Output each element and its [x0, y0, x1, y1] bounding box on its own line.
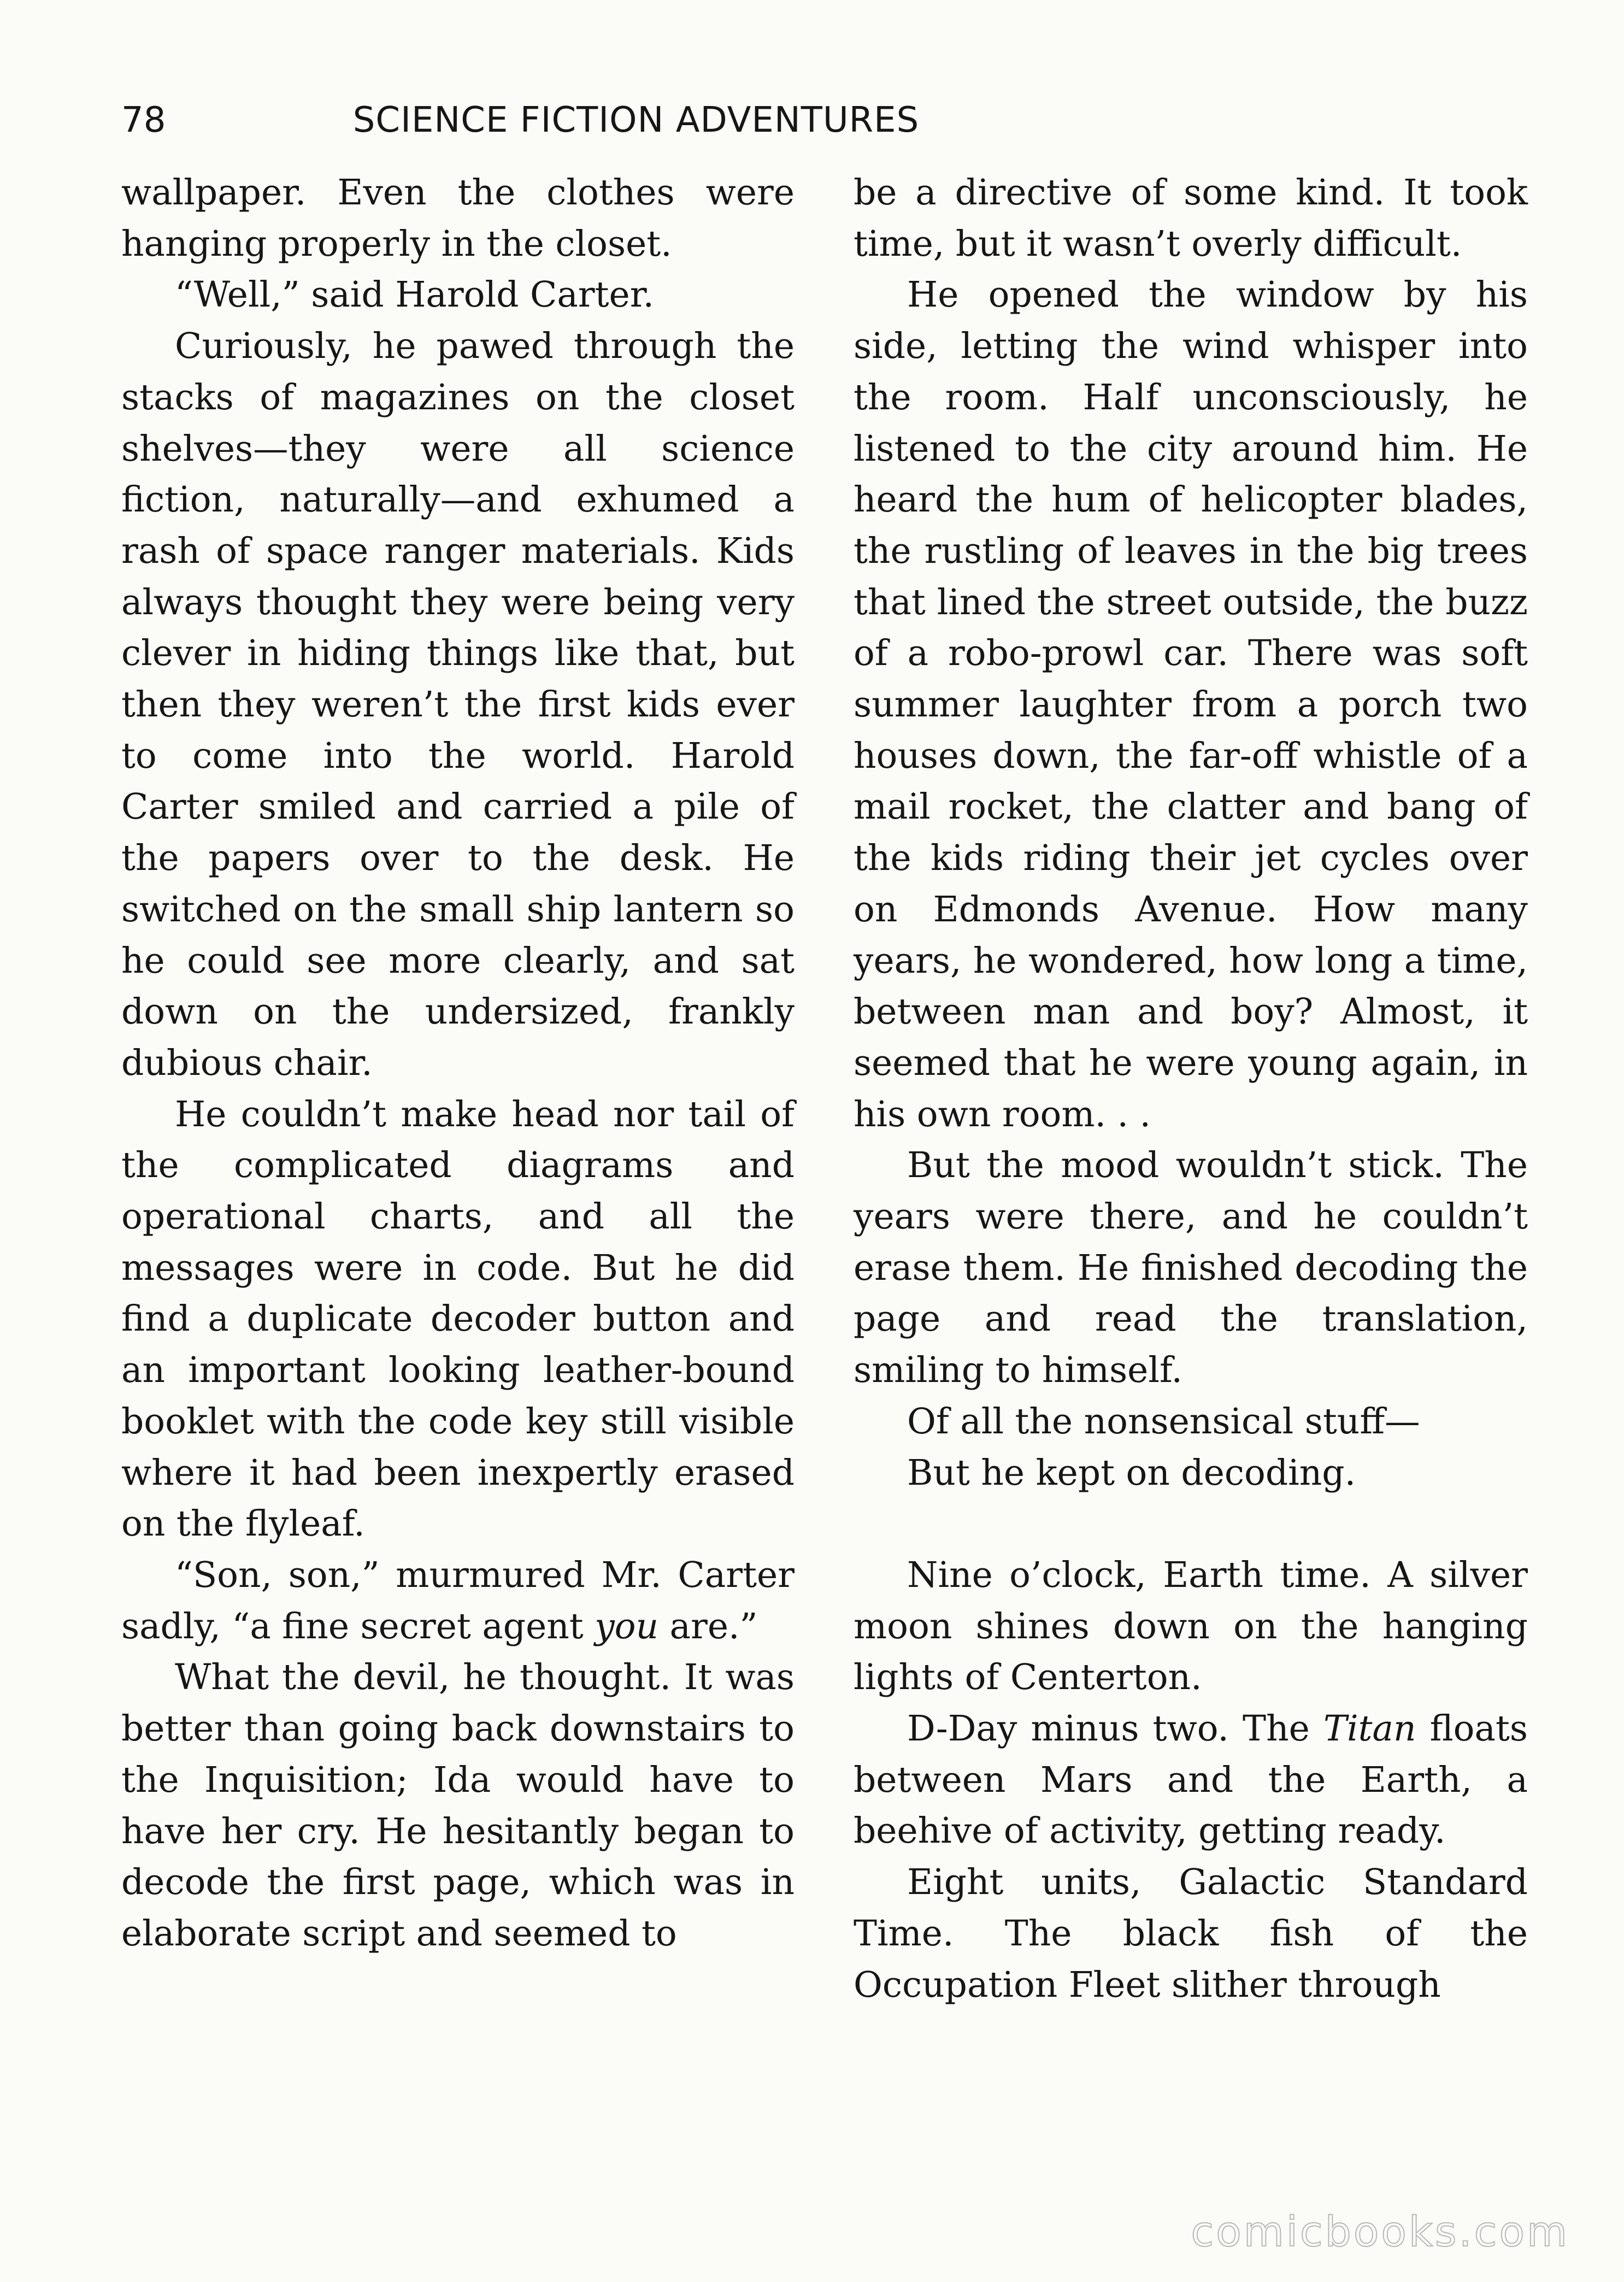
paragraph: He opened the window by his side, letting the wind whisper into the room. Half unconsciously, he listened to the city around him. He heard the hum of helicopter blades, the rustling of leaves in the big trees that lined the street outside, the buzz of a robo-prowl car. There was soft summer laughter from a porch two houses down, the far-off whistle of a mail rocket, the clatter and bang of the kids riding their jet cycles over on Edmonds Avenue. How many years, he wondered, how long a time, between man and boy? Almost, it seemed that he were young again, in his own room. . .	[854, 274, 1528, 1135]
paragraph	[121, 1550, 795, 1652]
text-run: “Son, son,” murmured Mr. Carter sadly, “a fine secret agent	[121, 1554, 795, 1647]
paragraph	[854, 1703, 1528, 1857]
text-run: D-Day minus two. The	[907, 1708, 1323, 1750]
page-number: 78	[121, 100, 166, 140]
text-run: floats between Mars and the Earth, a beehive of activity, getting ready.	[854, 1708, 1528, 1852]
left-column	[121, 167, 795, 1960]
paragraph: Of all the nonsensical stuff—	[907, 1401, 1420, 1442]
paragraph: But he kept on decoding.	[907, 1452, 1356, 1493]
italic-run: Titan	[1323, 1708, 1416, 1750]
paragraph: wallpaper. Even the clothes were hanging properly in the closet.	[121, 172, 795, 264]
running-head: SCIENCE FICTION ADVENTURES	[352, 100, 920, 140]
paragraph: What the devil, he thought. It was better than going back downstairs to the Inquisition; Ida would have to have her cry. He hesitantly began to decode the first page, which was in elaborate script and seemed to	[121, 1657, 795, 1954]
paragraph: Nine o’clock, Earth time. A silver moon shines down on the hanging lights of Centerton.	[854, 1554, 1528, 1698]
right-column	[854, 167, 1528, 2010]
paragraph: He couldn’t make head nor tail of the complicated diagrams and operational charts, and all the messages were in code. But he did find a duplicate decoder button and an important looking leather-bound booklet with the code key still visible where it had been inexpertly erased on the flyleaf.	[121, 1093, 795, 1545]
text-run: are.”	[658, 1605, 758, 1647]
paragraph: Eight units, Galactic Standard Time. The black fish of the Occupation Fleet slither through	[854, 1862, 1528, 2005]
page-header	[121, 87, 1151, 153]
paragraph: be a directive of some kind. It took time, but it wasn’t overly difficult.	[854, 172, 1528, 264]
paragraph: But the mood wouldn’t stick. The years were there, and he couldn’t erase them. He finished decoding the page and read the translation, smiling to himself.	[854, 1145, 1528, 1391]
paragraph: “Well,” said Harold Carter.	[175, 274, 654, 316]
paragraph: Curiously, he pawed through the stacks of magazines on the closet shelves—they were all science fiction, naturally—and exhumed a rash of space ranger materials. Kids always thought they were being very clever in hiding things like that, but then they weren’t the first kids ever to come into the world. Harold Carter smiled and carried a pile of the papers over to the desk. He switched on the small ship lantern so he could see more clearly, and sat down on the undersized, frankly dubious chair.	[121, 326, 795, 1084]
watermark: comicbooks.com	[1191, 2207, 1569, 2256]
italic-run: you	[595, 1605, 659, 1647]
